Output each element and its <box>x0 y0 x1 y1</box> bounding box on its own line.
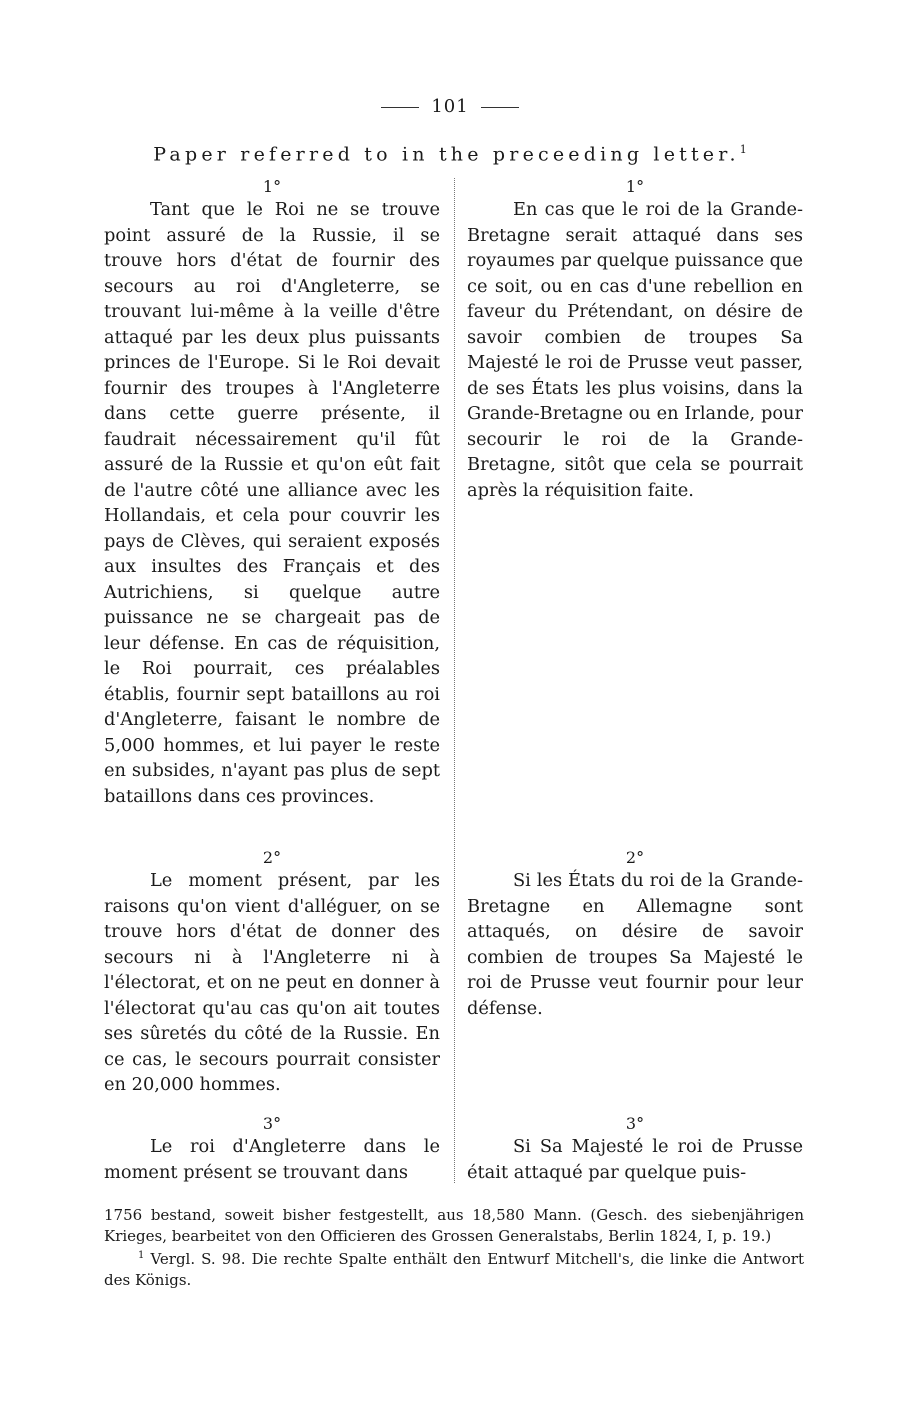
page-number <box>0 96 900 117</box>
page-heading <box>0 143 900 165</box>
section-number: 3° <box>625 1114 645 1133</box>
left-rule <box>381 107 419 108</box>
right-rule <box>481 107 519 108</box>
section-text: Si les États du roi de la Grande-Bretagne en Allemagne sont attaqués, on désire de savoir combien de troupes Sa Majesté le roi de Prusse veut fournir pour leur défense. <box>467 870 803 1019</box>
right-section-2 <box>467 848 803 1021</box>
column-divider <box>454 178 455 1183</box>
right-section-3 <box>467 1114 803 1185</box>
left-section-1 <box>104 177 440 809</box>
section-text: Si Sa Majesté le roi de Prusse était attaqué par quelque puis- <box>467 1136 803 1183</box>
section-text: En cas que le roi de la Grande-Bretagne serait attaqué dans ses royaumes par quelque puissance que ce soit, ou en cas d'une rebellion en faveur du Prétendant, on désire de savoir combien de troupes Sa Majesté le roi de Prusse veut passer, de ses États les plus voisins, dans la Grande-Bretagne ou en Irlande, pour secourir le roi de la Grande-Bretagne, sitôt que cela se pourrait après la réquisition faite. <box>467 199 803 501</box>
footnotes <box>104 1205 804 1290</box>
left-section-3 <box>104 1114 440 1185</box>
section-text: Le moment présent, par les raisons qu'on vient d'alléguer, on se trouve hors d'état de donner des secours ni à l'Angleterre ni à l'électorat, et on ne peut en donner à l'électorat qu'au cas qu'on ait toutes ses sûretés du côté de la Russie. En ce cas, le secours pourrait consister en 20,000 hommes. <box>104 870 440 1095</box>
section-number: 2° <box>262 848 282 867</box>
section-number: 3° <box>262 1114 282 1133</box>
section-text: Le roi d'Angleterre dans le moment présent se trouvant dans <box>104 1136 440 1183</box>
heading-text: Paper referred to in the preceeding letter. <box>153 143 740 166</box>
heading-footnote-mark: 1 <box>739 143 747 156</box>
page-number-text: 101 <box>431 96 469 117</box>
section-text: Tant que le Roi ne se trouve point assuré de la Russie, il se trouve hors d'état de fournir des secours au roi d'Angleterre, se trouvant lui-même à la veille d'être attaqué par les deux plus puissants princes de l'Europe. Si le Roi devait fournir des troupes à l'Angleterre dans cette guerre présente, il faudrait nécessairement qu'il fût assuré de la Russie et qu'on eût fait de l'autre côté une alliance avec les Hollandais, et cela pour couvrir les pays de Clèves, qui seraient exposés aux insultes des Français et des Autrichiens, si quelque autre puissance ne se chargeait pas de leur défense. En cas de réquisition, le Roi pourrait, ces préalables établis, fournir sept bataillons au roi d'Angleterre, faisant le nombre de 5,000 hommes, et lui payer le reste en subsides, n'ayant pas plus de sept bataillons dans ces provinces. <box>104 199 440 807</box>
section-number: 1° <box>262 177 282 196</box>
footnote-continued: 1756 bestand, soweit bisher festgestellt, aus 18,580 Mann. (Gesch. des siebenjährigen Krieges, bearbeitet von den Officieren des Grossen Generalstabs, Berlin 1824, I, p. 19.) <box>104 1206 804 1245</box>
left-section-2 <box>104 848 440 1098</box>
section-number: 2° <box>625 848 645 867</box>
footnote-mark: 1 <box>138 1250 145 1261</box>
footnote-text: Vergl. S. 98. Die rechte Spalte enthält den Entwurf Mitchell's, die linke die Antwort des Königs. <box>104 1250 805 1289</box>
section-number: 1° <box>625 177 645 196</box>
right-section-1 <box>467 177 803 503</box>
footnote-1 <box>104 1246 804 1290</box>
